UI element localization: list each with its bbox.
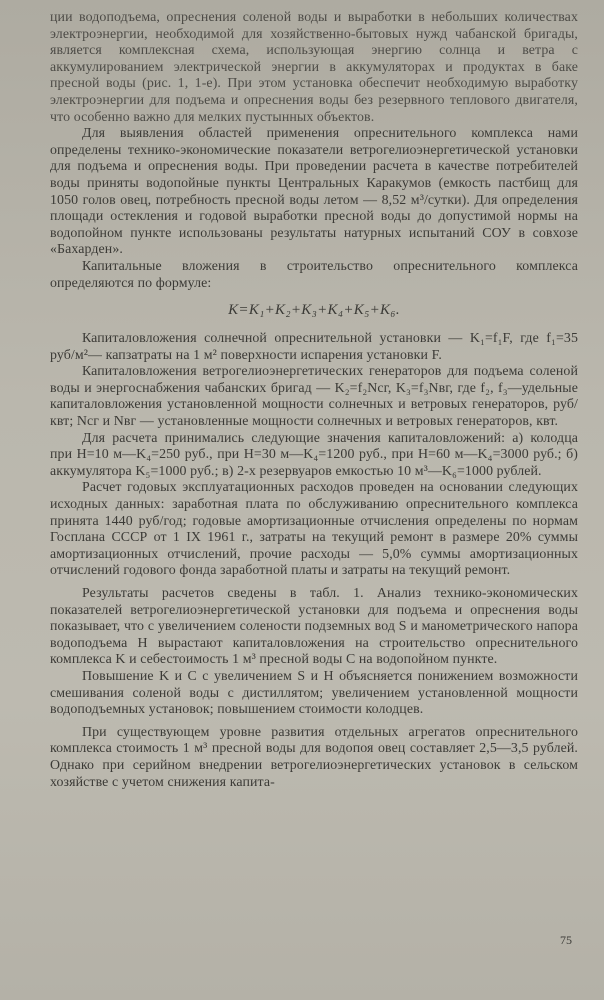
paragraph-intro-continued: ции водоподъема, опреснения соленой воды и выработки в небольших количествах электроэнергии, необходимой для хозяйственно-бытовых нужд чабанской бригады, является комплексная схема, использующая энергию солнца и ветра с аккумулированием электрической энергии в аккумуляторах и продуктах в баке пресной воды (рис. 1, 1-е). При этом установка обеспечит необходимую выработку электроэнергии для подъема и опреснения воды без резервного теплового двигателя, что особенно важно для мелких пустынных объектов. <box>50 10 578 125</box>
paragraph-operating-costs: Расчет годовых эксплуатационных расходов проведен на основании следующих исходных данных: заработная плата по обслуживанию опреснительного комплекса принята 1440 руб/год; годовые амортизационные отчисления определены по нормам Госплана СССР от 1 IX 1961 г., затраты на текущий ремонт в размере 20% суммы амортизационных отчислений, прочие расходы — 5,0% суммы амортизационных отчислений годового фонда заработной платы и затраты на текущий ремонт. <box>50 480 578 579</box>
capital-formula: K=K₁+K₂+K₃+K₄+K₅+K₆. <box>228 302 400 319</box>
paragraph-wind-solar-generators: Капиталовложения ветрогелиоэнергетических генераторов для подъема соленой воды и энергоснабжения чабанских бригад — K₂=f₂Nсг, K₃=f₃Nвг, где f₂, f₃—удельные капиталовложения установленной мощности солнечных и ветровых генераторов, руб/квт; Nсг и Nвг — установленные мощности солнечных и ветровых генераторов, квт. <box>50 364 578 430</box>
paragraph-current-level: При существующем уровне развития отдельных агрегатов опреснительного комплекса стоимость 1 м³ пресной воды для водопоя овец составляет 2,5—3,5 рублей. Однако при серийном внедрении ветрогелиоэнергетических установок в сельском хозяйстве с учетом снижения капита- <box>50 724 578 790</box>
paragraph-solar-unit: Капиталовложения солнечной опреснительной установки — K₁=f₁F, где f₁=35 руб/м²— капзатраты на 1 м² поверхности испарения установки F. <box>50 331 578 363</box>
page-number: 75 <box>560 933 572 947</box>
paragraph-calculation-values: Для расчета принимались следующие значения капиталовложений: а) колодца при H=10 м—K₄=250 руб., при H=30 м—K₄=1200 руб., при H=60 м—K₄=3000 руб.; б) аккумулятора K₅=1000 руб.; в) 2-х резервуаров емкостью 10 м³—K₆=1000 рублей. <box>50 430 578 479</box>
paragraph-capital-investments: Капитальные вложения в строительство опреснительного комплекса определяются по формуле: <box>50 258 578 291</box>
paragraph-indicators: Для выявления областей применения опреснительного комплекса нами определены технико-экономические показатели ветрогелиоэнергетической установки для подъема и опреснения воды. При проведении расчета в качестве потребителей воды приняты водопойные пункты Центральных Каракумов (емкость пастбищ для 1050 голов овец, потребность пресной воды летом — 8,52 м³/сутки). Для определения площади остекления и годовой выработки пресной воды до допустимой нормы на водопойном пункте использованы результаты натурных испытаний СОУ в совхозе «Бахарден». <box>50 126 578 258</box>
paragraph-results: Результаты расчетов сведены в табл. 1. Анализ технико-экономических показателей ветрогелиоэнергетической установки для подъема и опреснения воды показывает, что с увеличением солености подземных вод S и манометрического напора водоподъема H вырастают капиталовложения на строительство опреснительного комплекса K и себестоимость 1 м³ пресной воды C на водопойном пункте. <box>50 586 578 668</box>
paragraph-cost-increase: Повышение K и C с увеличением S и H объясняется понижением возможности смешивания соленой воды с дистиллятом; увеличением установленной мощности водоподъемных установок; повышением стоимости колодцев. <box>50 668 578 718</box>
